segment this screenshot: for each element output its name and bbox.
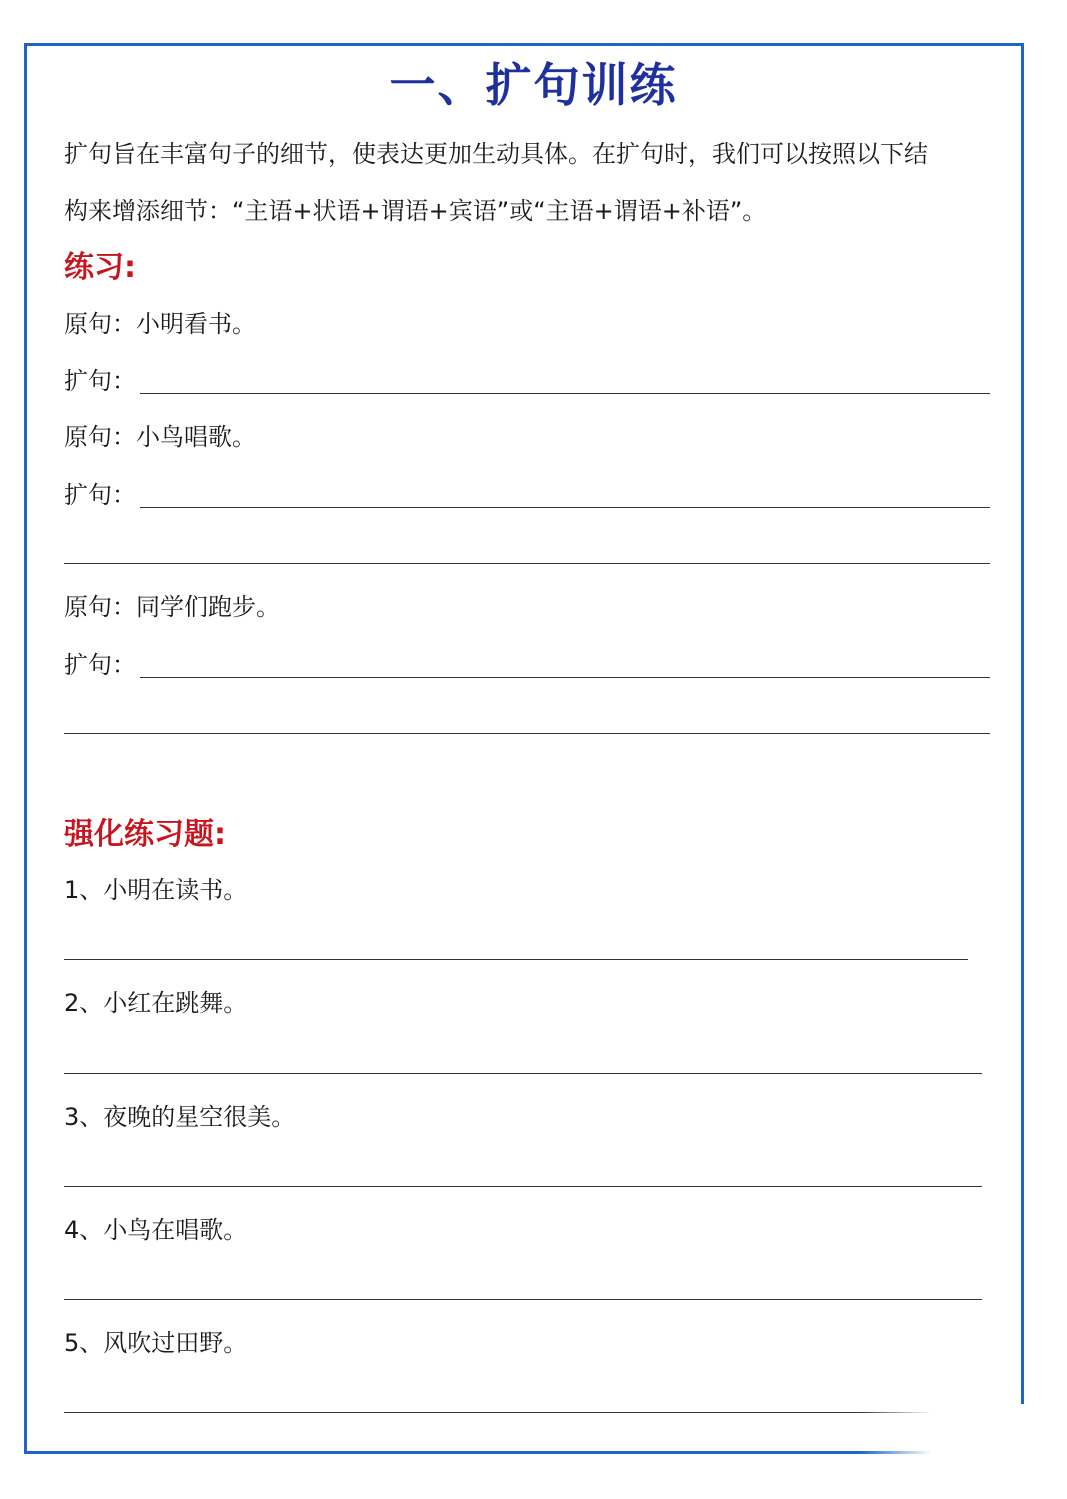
practice-expand-label-2: 扩句： bbox=[64, 481, 136, 509]
answer-line[interactable] bbox=[64, 1412, 982, 1413]
intro-line-1: 扩句旨在丰富句子的细节，使表达更加生动具体。在扩句时，我们可以按照以下结 bbox=[64, 140, 928, 168]
practice-original-3 bbox=[64, 592, 280, 622]
answer-line[interactable] bbox=[64, 1073, 982, 1074]
original-sentence: 同学们跑步。 bbox=[136, 593, 280, 621]
practice-expand-label-3: 扩句： bbox=[64, 651, 136, 679]
answer-line[interactable] bbox=[64, 563, 990, 564]
practice-original-2 bbox=[64, 422, 256, 452]
advanced-item-3: 3、夜晚的星空很美。 bbox=[64, 1103, 296, 1131]
original-label: 原句： bbox=[64, 423, 136, 451]
original-label: 原句： bbox=[64, 310, 136, 338]
original-sentence: 小鸟唱歌。 bbox=[136, 423, 256, 451]
intro-line-2: 构来增添细节：“主语+状语+谓语+宾语”或“主语+谓语+补语”。 bbox=[64, 197, 767, 225]
answer-line[interactable] bbox=[64, 733, 990, 734]
practice-heading: 练习: bbox=[64, 250, 136, 285]
answer-line[interactable] bbox=[64, 1299, 982, 1300]
advanced-heading: 强化练习题: bbox=[64, 817, 226, 852]
practice-expand-label-1: 扩句： bbox=[64, 367, 136, 395]
answer-line[interactable] bbox=[140, 677, 990, 678]
answer-line[interactable] bbox=[140, 393, 990, 394]
advanced-item-5: 5、风吹过田野。 bbox=[64, 1329, 248, 1357]
advanced-item-1: 1、小明在读书。 bbox=[64, 876, 248, 904]
page-title: 一、扩句训练 bbox=[389, 58, 678, 112]
answer-line[interactable] bbox=[140, 507, 990, 508]
advanced-item-2: 2、小红在跳舞。 bbox=[64, 989, 248, 1017]
advanced-item-4: 4、小鸟在唱歌。 bbox=[64, 1216, 248, 1244]
answer-line[interactable] bbox=[64, 1186, 982, 1187]
practice-original-1 bbox=[64, 309, 256, 339]
original-sentence: 小明看书。 bbox=[136, 310, 256, 338]
original-label: 原句： bbox=[64, 593, 136, 621]
answer-line[interactable] bbox=[64, 959, 968, 960]
corner-fade bbox=[860, 1404, 1040, 1464]
